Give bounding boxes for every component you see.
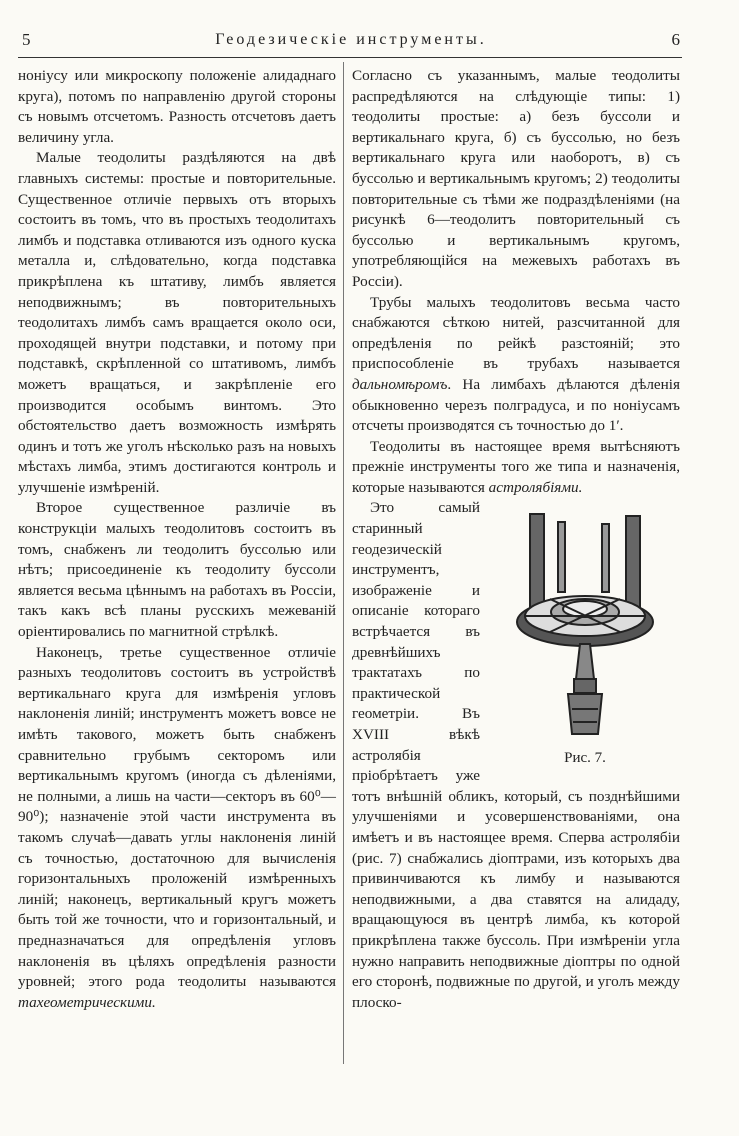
column-divider <box>343 62 344 1064</box>
right-paragraph-2-text: Трубы малыхъ теодолитовъ весьма часто снабжаются сѣткою нитей, разсчитанной для опредѣленія по рейкѣ разстояній; это приспособленіе въ трубахъ называется <box>352 293 680 373</box>
page-number-right: 6 <box>671 30 680 49</box>
right-paragraph-2 <box>352 293 680 437</box>
left-column <box>18 66 336 1013</box>
left-paragraph-2: Малые теодолиты раздѣляются на двѣ главныхъ системы: простые и повторительные. Существенное отличіе первыхъ отъ вторыхъ состоитъ въ томъ, что въ простыхъ теодолитахъ лимбъ и подставка отливаются изъ одного куска металла и, слѣдовательно, когда подставка прикрѣплена къ штативу, лимбъ является неподвижнымъ; въ повторительныхъ теодолитахъ лимбъ самъ вращается около оси, проходящей внутри подставки, и потому при подставкѣ, скрѣпленной со штативомъ, лимбъ можетъ вращаться, и закрѣпленіе его производится особымъ винтомъ. Это обстоятельство даетъ возможность измѣрять одинъ и тотъ же уголъ нѣсколько разъ на новыхъ мѣстахъ лимба, этимъ достигаются контроль и улучшеніе измѣреній. <box>18 149 336 496</box>
right-paragraph-3-text: Теодолиты въ настоящее время вытѣсняютъ прежніе инструменты того же типа и назначенія, которые называются <box>352 437 680 496</box>
left-paragraph-1: ноніусу или микроскопу положеніе алидаднаго круга), потомъ по направленію другой стороны съ новымъ отсчетомъ. Разность отсчетовъ даетъ величину угла. <box>18 67 336 146</box>
term-tacheometric: тахеометрическими. <box>18 993 156 1011</box>
left-paragraph-3: Второе существенное различіе въ конструкціи малыхъ теодолитовъ состоитъ въ томъ, снабженъ ли теодолитъ буссолью или нѣтъ; присоединеніе къ теодолиту буссоли является весьма цѣннымъ на работахъ въ Россіи, такъ какъ всѣ планы русскихъ межеваній оріентировались по магнитной стрѣлкѣ. <box>18 499 336 641</box>
right-paragraph-2-tail: . На лимбахъ дѣлаются дѣленія обыкновенно черезъ полградуса, и по ноніусамъ отсчеты производятся съ точностью до 1′. <box>352 375 680 435</box>
astrolabe-illustration <box>510 504 660 744</box>
term-rangefinder: дальномѣромъ <box>352 375 448 393</box>
right-paragraph-3 <box>352 437 680 499</box>
right-paragraph-1: Согласно съ указаннымъ, малые теодолиты распредѣляются на слѣдующіе типы: 1) теодолиты простые: а) безъ буссоли и вертикальнаго круга, б) съ буссолью, но безъ вертикальнаго круга или наоборотъ, в) съ буссолью и вертикальнымъ кругомъ; 2) теодолиты повторительные съ тѣми же подраздѣленіями (на рисункѣ 6—теодолитъ повторительный съ буссолью и вертикальнымъ кругомъ, употребляющійся на межевыхъ работахъ въ Россіи). <box>352 67 680 290</box>
figure-7 <box>490 504 680 769</box>
page-number-left: 5 <box>22 30 31 49</box>
term-astrolabes: астролябіями. <box>488 478 583 496</box>
right-paragraph-4: Это самый старинный геодезическій инструментъ, изображеніе и описаніе котораго встрѣчается въ древнѣйшихъ трактатахъ по практической геометріи. Въ XVIII вѣкѣ астролябія пріобрѣтаетъ уже тотъ внѣшній обликъ, который, съ позднѣйшими улучшеніями и усовершенствованіями, она имѣетъ и въ настоящее время. Сперва астролябіи (рис. 7) снабжались діоптрами, изъ которыхъ два привинчиваются къ лимбу и называются неподвижными, а два ставятся на алидаду, вращающуюся въ центрѣ лимба, къ которой прикрѣплена также буссоль. При измѣреніи угла нужно направить неподвижные діоптры по одной его сторонѣ, подвижные по другой, и уголъ между плоско- <box>352 499 680 1011</box>
right-column <box>352 66 680 1013</box>
running-title: Геодезическіе инструменты. <box>215 31 487 48</box>
figure-caption: Рис. 7. <box>564 750 606 767</box>
left-paragraph-4-text: Наконецъ, третье существенное отличіе разныхъ теодолитовъ состоитъ въ устройствѣ вертикальнаго круга для измѣренія угловъ наклоненія линій; инструментъ можетъ вовсе не имѣть такового, можетъ быть снабженъ сравнительно грубымъ секторомъ или вертикальнымъ кругомъ (иногда съ дѣленіями, не полными, а лишь на части—секторъ въ 60⁰—90⁰); назначеніе этой части инструмента въ такомъ случаѣ—давать углы наклоненія линій съ точностью, достаточною для вычисленія горизонтальныхъ проложеній измѣренныхъ линій; наконецъ, вертикальный кругъ можетъ быть той же точности, что и горизонтальный, и предназначаться для опредѣленія угловъ наклоненія въ цѣляхъ опредѣленія разности уровней; этого рода теодолиты называются <box>18 643 336 991</box>
header-rule <box>18 57 682 58</box>
left-paragraph-4 <box>18 643 336 1014</box>
page-header <box>22 30 680 56</box>
